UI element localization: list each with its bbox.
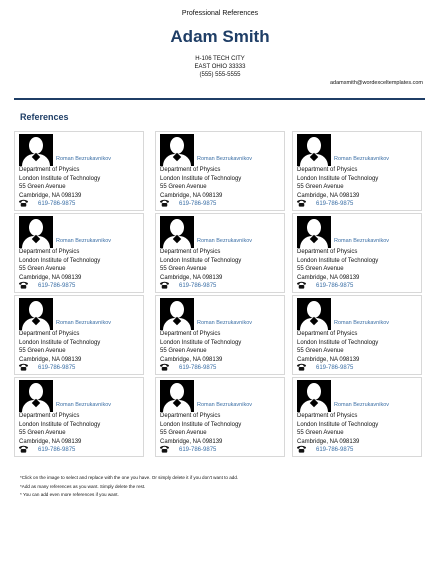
reference-name: Roman Bezrukavnikov — [56, 238, 112, 244]
reference-phone-row — [296, 282, 416, 292]
reference-department: Department of Physics — [160, 249, 221, 255]
person-silhouette-icon[interactable] — [160, 298, 194, 330]
reference-name: Roman Bezrukavnikov — [334, 320, 390, 326]
reference-street: 55 Green Avenue — [19, 348, 66, 354]
reference-department: Department of Physics — [297, 331, 358, 337]
reference-details — [297, 248, 378, 282]
person-silhouette-icon[interactable] — [297, 380, 331, 412]
address-block — [0, 55, 440, 79]
reference-street: 55 Green Avenue — [19, 184, 66, 190]
reference-city: Cambridge, NA 098139 — [160, 438, 223, 445]
reference-name: Roman Bezrukavnikov — [56, 402, 112, 408]
reference-phone-row — [18, 364, 138, 374]
reference-details — [160, 330, 241, 364]
reference-street: 55 Green Avenue — [160, 266, 207, 272]
reference-card — [14, 213, 144, 293]
reference-phone: 619-786-9875 — [316, 283, 354, 289]
reference-phone-row — [18, 200, 138, 210]
address-line-1: H-106 TECH CITY — [195, 56, 245, 62]
reference-phone-row — [159, 364, 279, 374]
reference-department: Department of Physics — [19, 413, 80, 419]
reference-details — [160, 166, 241, 200]
reference-city: Cambridge, NA 098139 — [297, 274, 360, 281]
telephone-icon — [18, 362, 29, 372]
reference-institution: London Institute of Technology — [160, 257, 242, 264]
reference-details — [160, 412, 241, 446]
reference-name: Roman Bezrukavnikov — [56, 320, 112, 326]
reference-card — [155, 295, 285, 375]
telephone-icon — [159, 198, 170, 208]
reference-phone: 619-786-9875 — [179, 201, 217, 207]
telephone-icon — [18, 198, 29, 208]
reference-institution: London Institute of Technology — [297, 339, 379, 346]
reference-card — [155, 213, 285, 293]
reference-street: 55 Green Avenue — [160, 184, 207, 190]
reference-name: Roman Bezrukavnikov — [197, 320, 253, 326]
reference-details — [160, 248, 241, 282]
reference-department: Department of Physics — [297, 413, 358, 419]
reference-card — [14, 295, 144, 375]
document-title: Professional References — [181, 10, 259, 17]
reference-street: 55 Green Avenue — [160, 430, 207, 436]
reference-name: Roman Bezrukavnikov — [197, 402, 253, 408]
reference-phone-row — [18, 446, 138, 456]
reference-card — [14, 131, 144, 211]
telephone-icon — [159, 362, 170, 372]
phone-line: (555) 555-5555 — [199, 72, 241, 78]
note-line: *Click on the image to select and replace with the one you have. Or simply delete it if you don't want to add. — [20, 475, 239, 480]
note-line: * You can add even more references if you want. — [20, 492, 119, 497]
person-silhouette-icon[interactable] — [160, 216, 194, 248]
reference-phone: 619-786-9875 — [316, 365, 354, 371]
reference-institution: London Institute of Technology — [160, 421, 242, 428]
reference-department: Department of Physics — [160, 413, 221, 419]
reference-name: Roman Bezrukavnikov — [197, 156, 253, 162]
email-address[interactable]: adamsmith@wordexceltemplates.com — [329, 80, 423, 86]
reference-city: Cambridge, NA 098139 — [160, 356, 223, 363]
reference-phone-row — [296, 446, 416, 456]
reference-city: Cambridge, NA 098139 — [19, 438, 82, 445]
reference-city: Cambridge, NA 098139 — [297, 192, 360, 199]
reference-department: Department of Physics — [297, 167, 358, 173]
reference-phone-row — [159, 446, 279, 456]
reference-city: Cambridge, NA 098139 — [297, 356, 360, 363]
reference-institution: London Institute of Technology — [297, 257, 379, 264]
reference-details — [297, 330, 378, 364]
reference-details — [19, 248, 100, 282]
reference-department: Department of Physics — [160, 167, 221, 173]
reference-street: 55 Green Avenue — [19, 266, 66, 272]
reference-phone: 619-786-9875 — [179, 447, 217, 453]
reference-details — [297, 166, 378, 200]
person-silhouette-icon[interactable] — [19, 216, 53, 248]
person-silhouette-icon[interactable] — [297, 216, 331, 248]
reference-card — [292, 213, 422, 293]
reference-institution: London Institute of Technology — [19, 257, 101, 264]
reference-phone-row — [18, 282, 138, 292]
reference-phone: 619-786-9875 — [316, 201, 354, 207]
reference-phone-row — [296, 200, 416, 210]
reference-name: Roman Bezrukavnikov — [56, 156, 112, 162]
reference-city: Cambridge, NA 098139 — [297, 438, 360, 445]
reference-card — [155, 377, 285, 457]
person-silhouette-icon[interactable] — [19, 380, 53, 412]
reference-department: Department of Physics — [19, 249, 80, 255]
person-silhouette-icon[interactable] — [160, 380, 194, 412]
reference-city: Cambridge, NA 098139 — [19, 274, 82, 281]
reference-card — [14, 377, 144, 457]
reference-department: Department of Physics — [297, 249, 358, 255]
reference-phone-row — [159, 282, 279, 292]
reference-institution: London Institute of Technology — [297, 421, 379, 428]
telephone-icon — [296, 444, 307, 454]
reference-details — [297, 412, 378, 446]
applicant-name: Adam Smith — [170, 27, 270, 46]
reference-details — [19, 412, 100, 446]
reference-phone-row — [159, 200, 279, 210]
reference-phone: 619-786-9875 — [38, 447, 76, 453]
address-line-2: EAST OHIO 33333 — [194, 64, 246, 70]
telephone-icon — [159, 280, 170, 290]
reference-city: Cambridge, NA 098139 — [19, 192, 82, 199]
reference-city: Cambridge, NA 098139 — [160, 192, 223, 199]
reference-street: 55 Green Avenue — [297, 184, 344, 190]
reference-name: Roman Bezrukavnikov — [334, 238, 390, 244]
person-silhouette-icon[interactable] — [297, 134, 331, 166]
reference-street: 55 Green Avenue — [19, 430, 66, 436]
telephone-icon — [296, 280, 307, 290]
telephone-icon — [296, 362, 307, 372]
reference-name: Roman Bezrukavnikov — [334, 156, 390, 162]
reference-details — [19, 166, 100, 200]
reference-phone: 619-786-9875 — [38, 365, 76, 371]
reference-phone: 619-786-9875 — [38, 201, 76, 207]
reference-department: Department of Physics — [19, 331, 80, 337]
reference-street: 55 Green Avenue — [297, 348, 344, 354]
person-silhouette-icon[interactable] — [297, 298, 331, 330]
reference-department: Department of Physics — [19, 167, 80, 173]
reference-card — [292, 295, 422, 375]
reference-phone: 619-786-9875 — [179, 365, 217, 371]
reference-phone-row — [296, 364, 416, 374]
reference-city: Cambridge, NA 098139 — [160, 274, 223, 281]
person-silhouette-icon[interactable] — [160, 134, 194, 166]
reference-phone: 619-786-9875 — [316, 447, 354, 453]
reference-phone: 619-786-9875 — [38, 283, 76, 289]
reference-institution: London Institute of Technology — [19, 175, 101, 182]
telephone-icon — [18, 444, 29, 454]
reference-city: Cambridge, NA 098139 — [19, 356, 82, 363]
reference-name: Roman Bezrukavnikov — [197, 238, 253, 244]
reference-street: 55 Green Avenue — [297, 430, 344, 436]
reference-institution: London Institute of Technology — [297, 175, 379, 182]
reference-department: Department of Physics — [160, 331, 221, 337]
reference-card — [292, 131, 422, 211]
reference-phone: 619-786-9875 — [179, 283, 217, 289]
instructions-notes — [20, 474, 238, 500]
reference-institution: London Institute of Technology — [19, 421, 101, 428]
telephone-icon — [296, 198, 307, 208]
telephone-icon — [159, 444, 170, 454]
telephone-icon — [18, 280, 29, 290]
references-heading: References — [20, 112, 69, 122]
reference-card — [292, 377, 422, 457]
person-silhouette-icon[interactable] — [19, 134, 53, 166]
reference-street: 55 Green Avenue — [297, 266, 344, 272]
note-line: *Add as many references as you want. Simply delete the rest. — [20, 483, 146, 489]
reference-institution: London Institute of Technology — [160, 175, 242, 182]
reference-street: 55 Green Avenue — [160, 348, 207, 354]
reference-name: Roman Bezrukavnikov — [334, 402, 390, 408]
person-silhouette-icon[interactable] — [19, 298, 53, 330]
reference-institution: London Institute of Technology — [160, 339, 242, 346]
reference-institution: London Institute of Technology — [19, 339, 101, 346]
reference-card — [155, 131, 285, 211]
header-divider — [14, 98, 425, 100]
reference-details — [19, 330, 100, 364]
